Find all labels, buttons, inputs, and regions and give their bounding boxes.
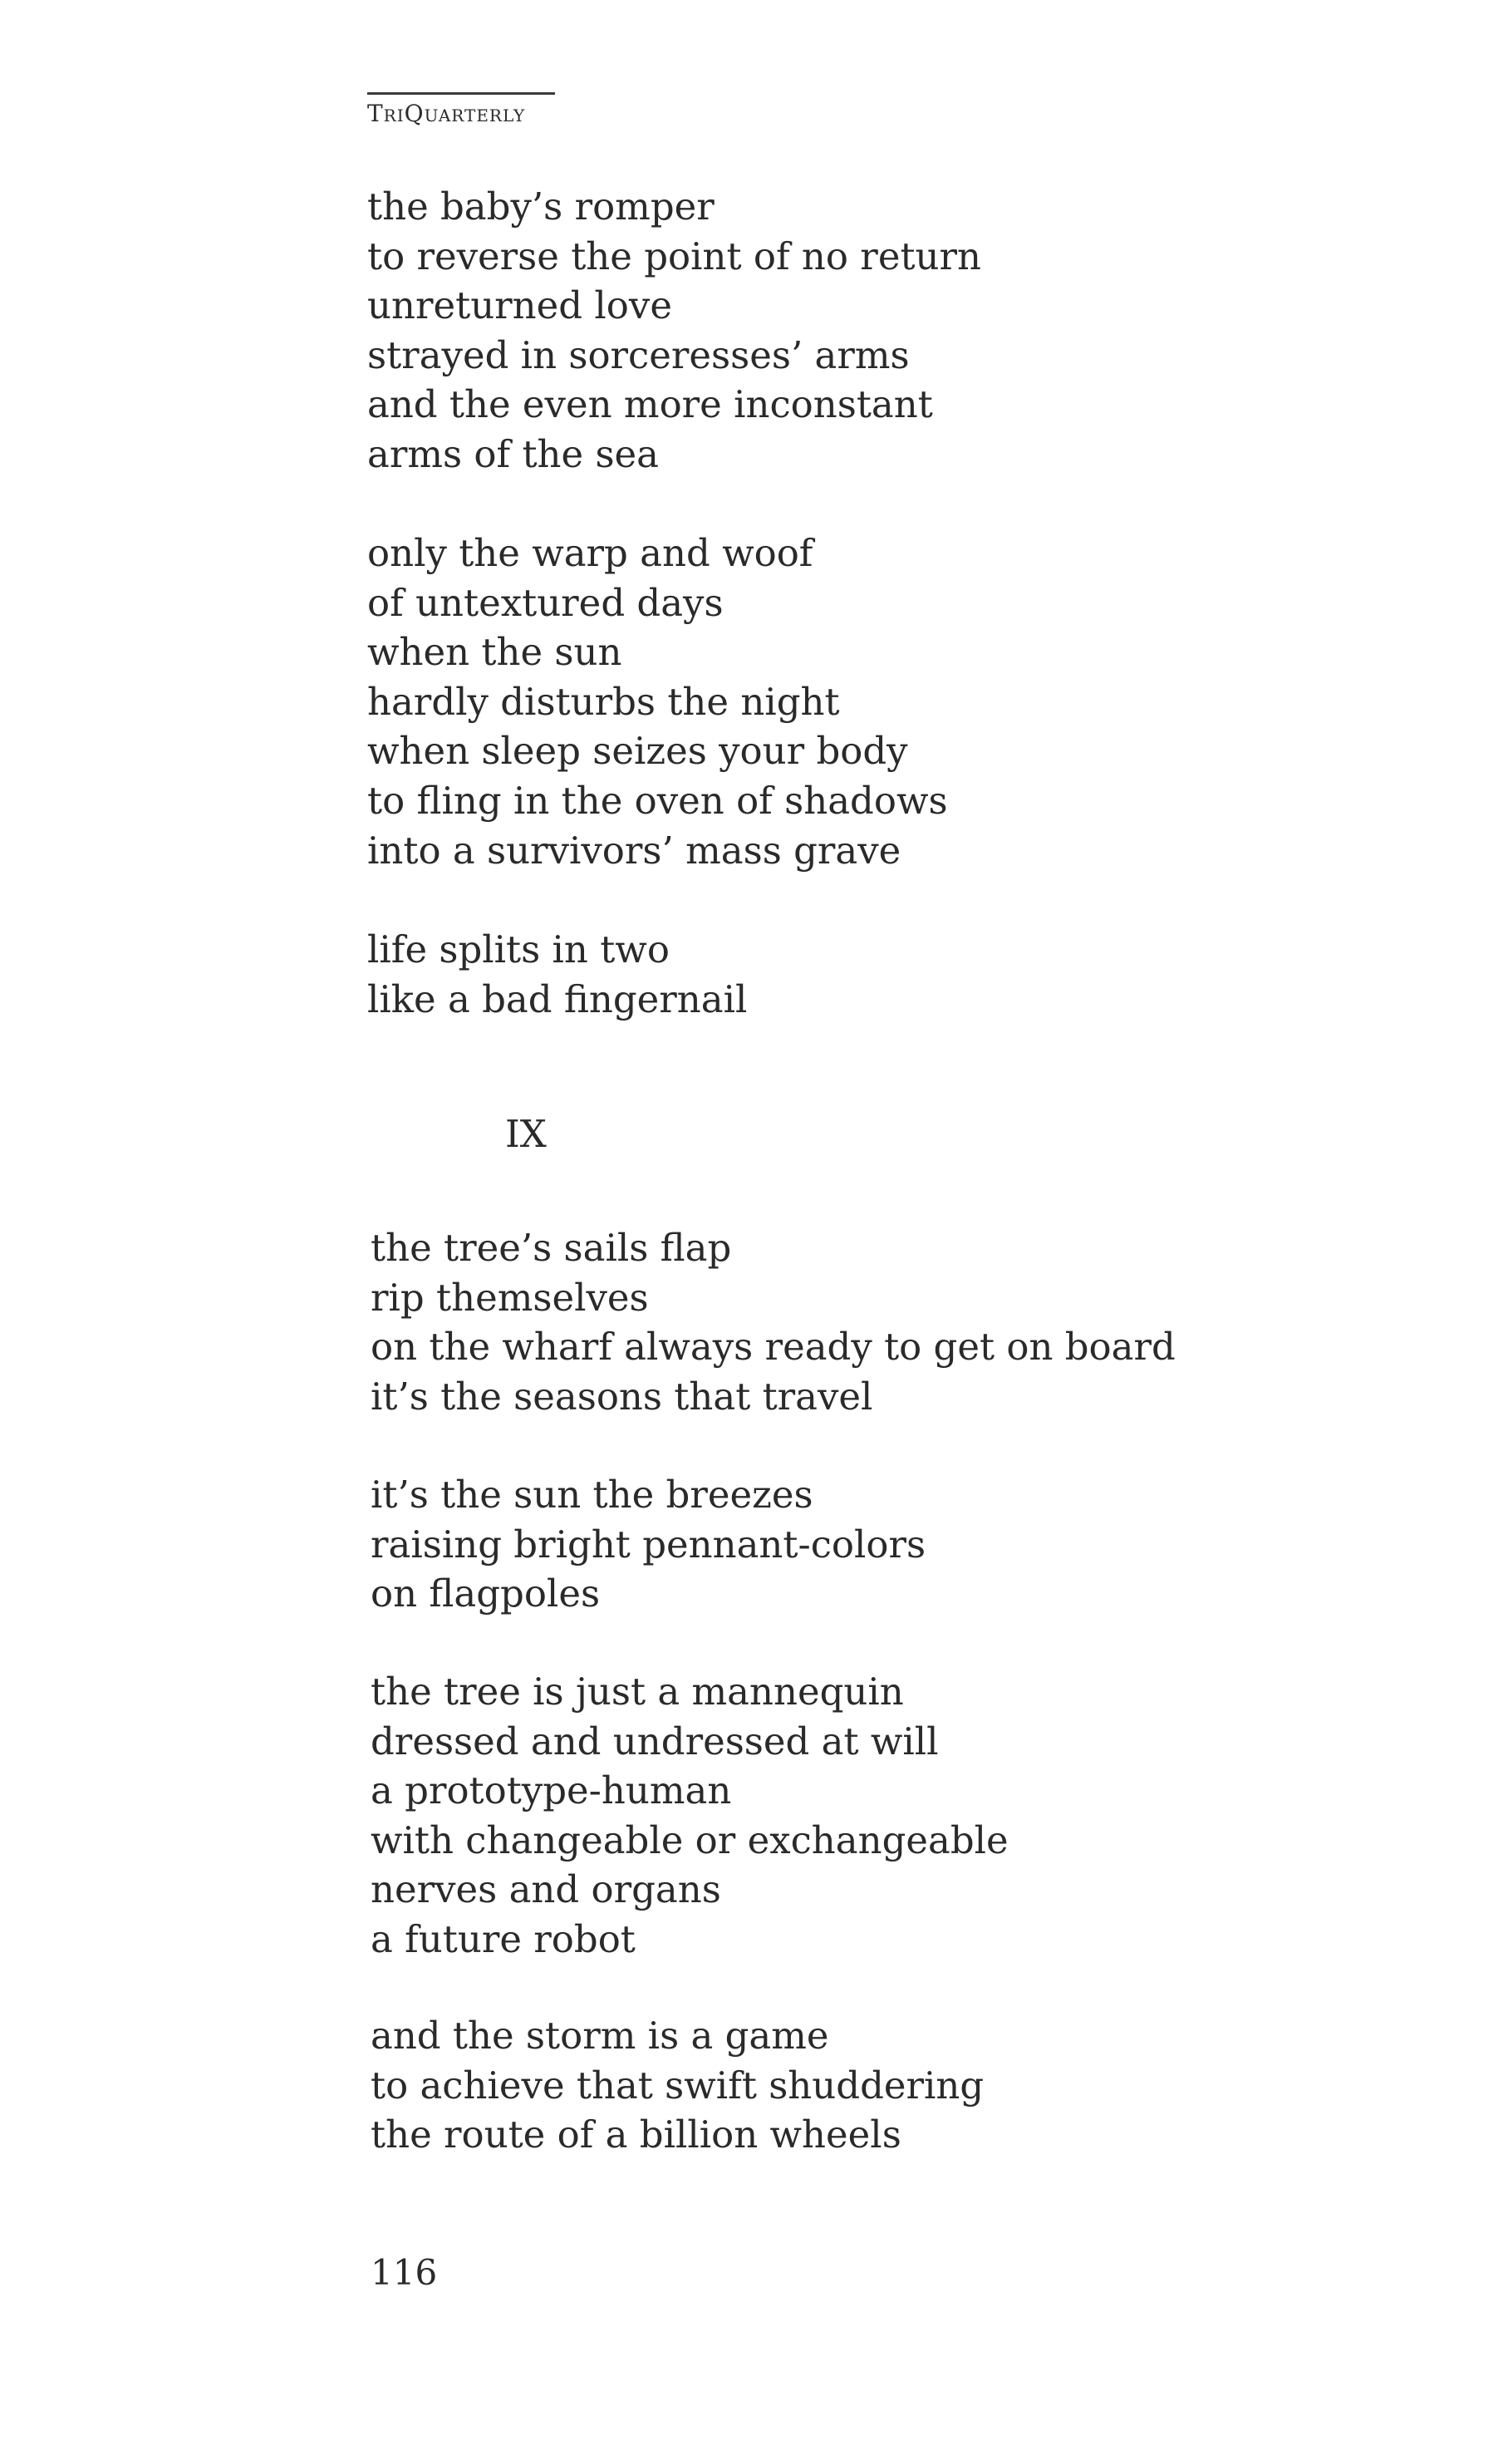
stanza-5 <box>371 1470 926 1619</box>
poem-line: to fling in the oven of shadows <box>367 778 948 823</box>
stanza-6 <box>371 1667 1009 1965</box>
poem-line: strayed in sorceresses’ arms <box>367 332 910 377</box>
poem-line: with changeable or exchangeable <box>371 1817 1009 1862</box>
section-number: IX <box>505 1112 547 1156</box>
stanza-3 <box>367 925 747 1024</box>
poem-line: when the sun <box>367 630 622 675</box>
stanza-7 <box>371 2011 984 2160</box>
poem-line: of untextured days <box>367 580 724 625</box>
poem-line: the tree is just a mannequin <box>371 1670 904 1714</box>
stanza-4 <box>371 1223 1176 1421</box>
poem-line: to reverse the point of no return <box>367 234 982 278</box>
poem-line: only the warp and woof <box>367 531 813 575</box>
poem-line: arms of the sea <box>367 431 660 476</box>
poem-line: unreturned love <box>367 283 672 328</box>
poem-line: raising bright pennant-colors <box>371 1522 926 1566</box>
poem-line: nerves and organs <box>371 1867 721 1912</box>
header-rule <box>367 92 555 95</box>
poem-line: the baby’s romper <box>367 184 715 229</box>
poem-line: life splits in two <box>367 927 670 971</box>
poem-line: like a bad fingernail <box>367 976 748 1021</box>
poem-line: to achieve that swift shuddering <box>371 2063 985 2107</box>
poem-line: the tree’s sails flap <box>371 1226 732 1270</box>
poem-line: when sleep seizes your body <box>367 729 908 774</box>
poem-line: it’s the seasons that travel <box>371 1374 873 1419</box>
page-number: 116 <box>371 2252 438 2293</box>
poem-line: rip themselves <box>371 1275 649 1320</box>
poem-line: the route of a billion wheels <box>371 2112 901 2157</box>
poem-line: and the even more inconstant <box>367 382 933 427</box>
running-head: TriQuarterly <box>367 100 526 127</box>
stanza-2 <box>367 529 948 875</box>
poem-line: a prototype-human <box>371 1768 732 1813</box>
poem-line: on flagpoles <box>371 1571 601 1616</box>
poem-line: it’s the sun the breezes <box>371 1473 813 1517</box>
poem-line: a future robot <box>371 1916 636 1961</box>
stanza-1 <box>367 182 981 480</box>
poem-line: hardly disturbs the night <box>367 679 840 724</box>
poem-line: into a survivors’ mass grave <box>367 828 901 873</box>
poem-line: dressed and undressed at will <box>371 1719 939 1763</box>
poem-line: on the wharf always ready to get on board <box>371 1325 1176 1370</box>
poem-line: and the storm is a game <box>371 2014 829 2058</box>
